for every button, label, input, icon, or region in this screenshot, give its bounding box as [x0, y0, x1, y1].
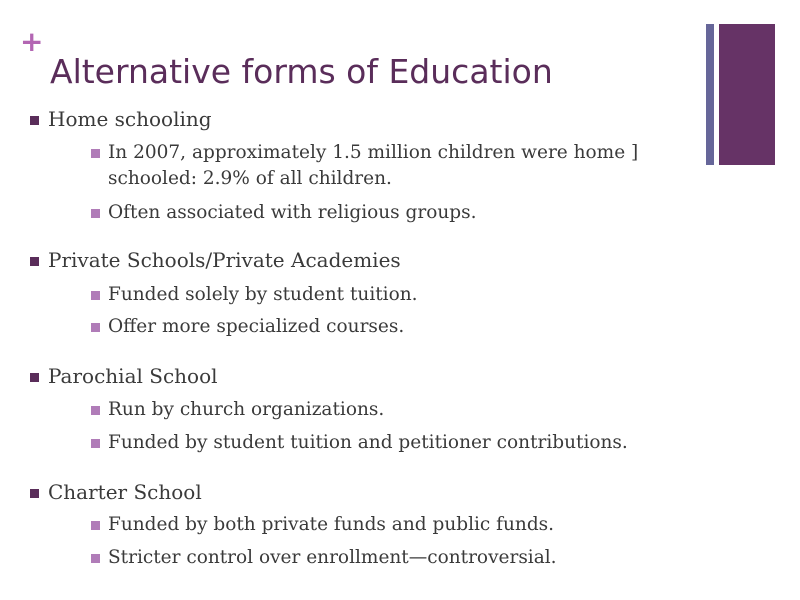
square-bullet-icon [91, 439, 100, 448]
list-item-text: schooled: 2.9% of all children. [108, 168, 392, 189]
section-heading-parochial-school [48, 364, 218, 388]
section-heading-private-schools [48, 248, 401, 272]
list-item-text: Run by church organizations. [108, 399, 385, 420]
square-bullet-icon [30, 489, 39, 498]
square-bullet-icon [91, 291, 100, 300]
square-bullet-icon [30, 373, 39, 382]
list-item-text: Often associated with religious groups. [108, 202, 477, 223]
list-item-text: Stricter control over enrollment—controversial. [108, 547, 557, 568]
slide-title: Alternative forms of Education [50, 52, 553, 91]
list-item [108, 200, 477, 226]
square-bullet-icon [30, 257, 39, 266]
list-item-text: Offer more specialized courses. [108, 316, 405, 337]
list-item-continuation [108, 166, 392, 192]
section-heading-text: Home schooling [48, 107, 212, 131]
square-bullet-icon [91, 209, 100, 218]
list-item [108, 430, 628, 456]
section-heading-text: Private Schools/Private Academies [48, 248, 401, 272]
square-bullet-icon [91, 521, 100, 530]
list-item [108, 545, 557, 571]
list-item-text: Funded by both private funds and public funds. [108, 514, 555, 535]
list-item [108, 512, 554, 538]
plus-icon: + [20, 25, 44, 58]
list-item-text: Funded solely by student tuition. [108, 284, 418, 305]
square-bullet-icon [91, 323, 100, 332]
section-heading-home-schooling [48, 107, 212, 131]
square-bullet-icon [91, 554, 100, 563]
section-heading-text: Charter School [48, 480, 202, 504]
list-item [108, 397, 384, 423]
square-bullet-icon [30, 116, 39, 125]
square-bullet-icon [91, 149, 100, 158]
section-heading-text: Parochial School [48, 364, 218, 388]
list-item [108, 314, 404, 340]
section-heading-charter-school [48, 480, 202, 504]
list-item-text: In 2007, approximately 1.5 million children were home ] [108, 142, 639, 163]
list-item [108, 140, 638, 166]
list-item [108, 282, 418, 308]
list-item-text: Funded by student tuition and petitioner contributions. [108, 432, 628, 453]
square-bullet-icon [91, 406, 100, 415]
